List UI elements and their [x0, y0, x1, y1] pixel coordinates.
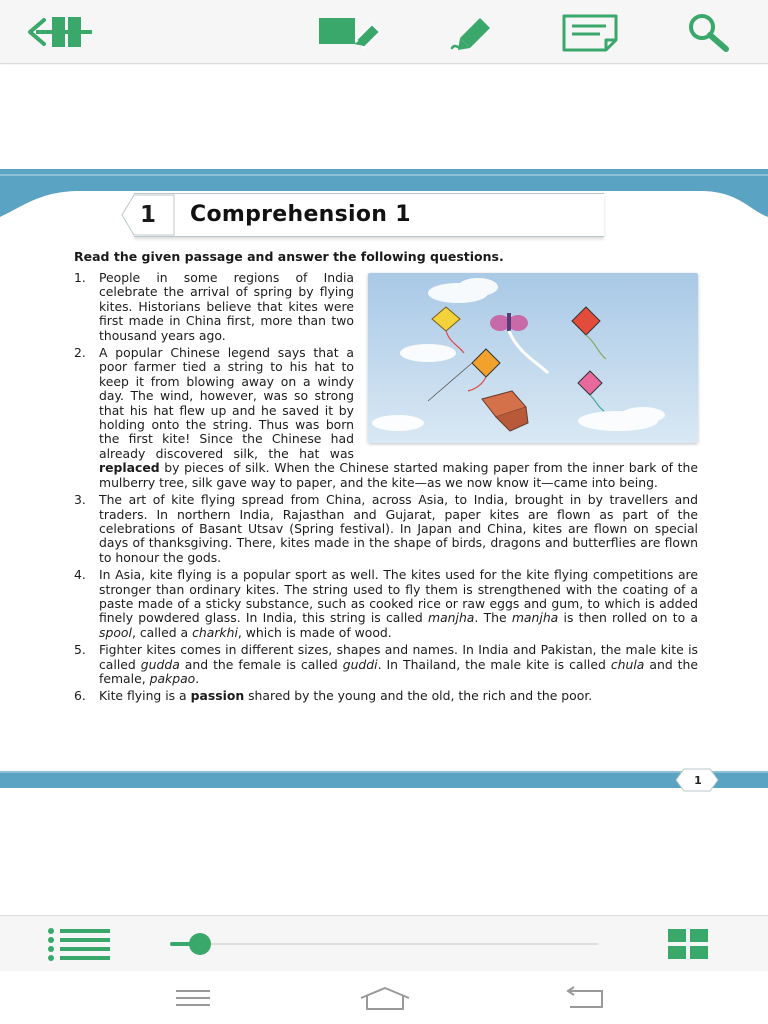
- menu-button[interactable]: [172, 983, 214, 1013]
- instruction-text: Read the given passage and answer the following questions.: [74, 249, 504, 264]
- paragraph-3: [74, 493, 698, 565]
- bold-word: passion: [190, 688, 245, 704]
- paragraph-6: [74, 689, 698, 703]
- paragraph-text: Kite flying is a passion shared by the young and the old, the rich and the poor.: [99, 688, 593, 704]
- system-navigation-bar: [0, 971, 768, 1024]
- italic-word: guddi: [342, 656, 378, 672]
- paragraph-text: Fighter kites comes in different sizes, shapes and names. In India and Pakistan, the male kite is called gudda and the female is called guddi. In Thailand, the male kite is called chula and the female, pakpao.: [99, 642, 699, 686]
- home-icon: [358, 985, 412, 1011]
- menu-icon: [173, 987, 213, 1009]
- thumbnails-grid-icon: [666, 927, 710, 961]
- italic-word: manjha: [428, 610, 475, 626]
- top-toolbar: [0, 0, 768, 64]
- passage: [74, 271, 698, 707]
- italic-word: charkhi: [192, 624, 238, 640]
- paragraph-number: 6.: [74, 688, 86, 704]
- chapter-number: 1: [139, 202, 156, 228]
- paragraph-text: People in some regions of India celebrate the arrival of spring by flying kites. Historians believe that kites were first made in China first, more than two thousand years ago.: [99, 270, 354, 343]
- paragraph-2: [74, 346, 698, 490]
- paragraph-4: [74, 568, 698, 640]
- back-grid-button[interactable]: [26, 10, 92, 54]
- paragraph-1: [74, 271, 698, 343]
- back-icon: [562, 986, 606, 1010]
- italic-word: gudda: [140, 656, 180, 672]
- table-of-contents-button[interactable]: [44, 924, 114, 964]
- highlighter-icon: [446, 12, 496, 52]
- italic-word: manjha: [511, 610, 559, 626]
- page-slider-handle[interactable]: [189, 933, 211, 955]
- back-grid-icon: [26, 14, 92, 50]
- whiteboard-button[interactable]: [316, 10, 386, 54]
- reader-control-bar: [0, 915, 768, 971]
- paragraph-number: 5.: [74, 642, 86, 658]
- italic-word: spool: [99, 624, 132, 640]
- chapter-heading: [134, 193, 604, 237]
- table-of-contents-icon: [44, 926, 114, 962]
- book-page: [0, 65, 768, 915]
- paragraph-number: 4.: [74, 567, 86, 583]
- search-button[interactable]: [684, 10, 734, 54]
- page-number: 1: [694, 773, 702, 787]
- page-slider-track[interactable]: [200, 943, 598, 945]
- italic-word: pakpao: [149, 670, 196, 686]
- whiteboard-icon: [316, 14, 386, 50]
- back-button[interactable]: [562, 983, 606, 1013]
- page-footer-band: [0, 771, 768, 788]
- thumbnails-button[interactable]: [664, 924, 712, 964]
- paragraph-5: [74, 643, 698, 686]
- paragraph-text: In Asia, kite flying is a popular sport as well. The kites used for the kite flying competitions are stronger than ordinary kites. The string used to fly them is strengthened with the coating of a paste made of a sticky substance, such as cooked rice or raw eggs and gum, to which is added finely powdered glass. In India, this string is called manjha. The manjha is then rolled on to a spool, called a charkhi, which is made of wood.: [99, 567, 698, 640]
- paragraph-text: The art of kite flying spread from China, across Asia, to India, brought in by travellers and traders. In northern India, Rajasthan and Gujarat, paper kites are flown as part of the celebrations of Basant Utsav (Spring festival). In Japan and China, kites are flown on special days of thanksgiving. There, kites made in the shape of birds, dragons and butterflies are flown to honour the gods.: [99, 492, 698, 565]
- italic-word: chula: [610, 656, 645, 672]
- paragraph-number: 2.: [74, 345, 86, 361]
- paragraph-text: A popular Chinese legend says that a poor farmer tied a string to his hat to keep it from blowing away on a windy day. The wind, however, was so strong that his hat flew up and he saved it by holding onto the string. Thus was born the first kite! Since the Chinese had already discovered silk, the hat was replaced by pieces of silk. When the Chinese started making paper from the inner bark of the mulberry tree, silk gave way to paper, and the kite—as we now know it—came into being.: [99, 345, 698, 490]
- paragraph-number: 3.: [74, 492, 86, 508]
- notes-button[interactable]: [560, 10, 620, 54]
- notes-icon: [560, 12, 620, 52]
- search-icon: [684, 12, 734, 52]
- paragraph-number: 1.: [74, 270, 86, 285]
- chapter-title: Comprehension 1: [190, 202, 411, 227]
- bold-word: replaced: [99, 460, 160, 476]
- highlighter-button[interactable]: [446, 10, 496, 54]
- home-button[interactable]: [358, 983, 412, 1013]
